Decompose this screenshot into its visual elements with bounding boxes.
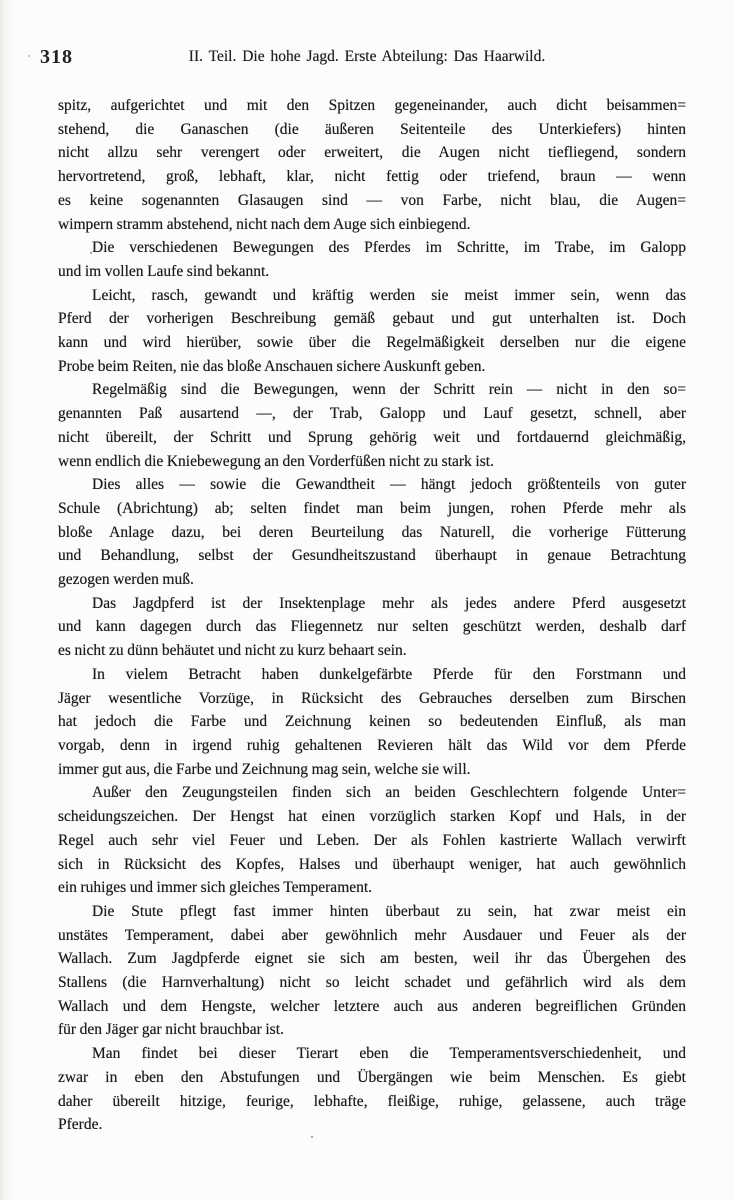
page-body-text — [58, 94, 686, 1137]
text-line: Das Jagdpferd ist der Insektenplage mehr als jedes andere Pferd ausgesetzt — [92, 594, 686, 612]
text-line: vorgab, denn in irgend ruhig gehaltenen Revieren hält das Wild vor dem Pferde — [58, 736, 686, 754]
text-line: stehend, die Ganaschen (die äußeren Seitenteile des Unterkiefers) hinten — [58, 120, 686, 138]
text-line: Regelmäßig sind die Bewegungen, wenn der Schritt rein — nicht in den so= — [92, 381, 686, 399]
text-line: genannten Paß ausartend —, der Trab, Galopp und Lauf gesetzt, schnell, aber — [58, 405, 686, 423]
text-line: Außer den Zeugungsteilen finden sich an beiden Geschlechtern folgende Unter= — [92, 784, 686, 802]
text-line: und im vollen Laufe sind bekannt. — [58, 262, 270, 280]
text-line: Man findet bei dieser Tierart eben die Temperamentsverschiedenheit, und — [92, 1045, 686, 1063]
text-line: sich in Rücksicht des Kopfes, Halses und überhaupt weniger, hat auch gewöhnlich — [58, 855, 686, 873]
text-line: immer gut aus, die Farbe und Zeichnung mag sein, welche sie will. — [58, 760, 471, 778]
running-header: II. Teil. Die hohe Jagd. Erste Abteilung: Das Haarwild. — [188, 48, 546, 65]
text-line: ein ruhiges und immer sich gleiches Temperament. — [58, 879, 373, 897]
text-line: Schule (Abrichtung) ab; selten findet man beim jungen, rohen Pferde mehr als — [58, 499, 686, 517]
text-line: Jäger wesentliche Vorzüge, in Rücksicht des Gebrauches derselben zum Birschen — [58, 689, 686, 707]
text-line: zwar in eben den Abstufungen und Übergängen wie beim Menschen. Es giebt — [58, 1068, 686, 1086]
text-line: Pferde. — [58, 1116, 103, 1134]
text-line: Leicht, rasch, gewandt und kräftig werden sie meist immer sein, wenn das — [92, 286, 686, 304]
text-line: Regel auch sehr viel Feuer und Leben. Der als Fohlen kastrierte Wallach verwirft — [58, 831, 686, 849]
text-line: Die verschiedenen Bewegungen des Pferdes im Schritte, im Trabe, im Galopp — [92, 239, 686, 257]
text-line: nicht allzu sehr verengert oder erweitert, die Augen nicht tiefliegend, sondern — [58, 144, 686, 162]
text-line: Pferd der vorherigen Beschreibung gemäß gebaut und gut unterhalten ist. Doch — [58, 310, 686, 328]
text-line: daher übereilt hitzige, feurige, lebhafte, fleißige, ruhige, gelassene, auch träge — [58, 1092, 686, 1110]
text-line: Probe beim Reiten, nie das bloße Anschauen sichere Auskunft geben. — [58, 357, 486, 375]
text-line: es nicht zu dünn behäutet und nicht zu kurz behaart sein. — [58, 642, 407, 660]
text-line: hat jedoch die Farbe und Zeichnung keinen so bedeutenden Einfluß, als man — [58, 713, 686, 731]
text-line: bloße Anlage dazu, bei deren Beurteilung das Naturell, die vorherige Fütterung — [58, 523, 686, 541]
text-line: und Behandlung, selbst der Gesundheitszustand überhaupt in genaue Betrachtung — [58, 547, 686, 565]
text-line: scheidungszeichen. Der Hengst hat einen vorzüglich starken Kopf und Hals, in der — [58, 808, 686, 826]
text-line: Wallach. Zum Jagdpferde eignet sie sich am besten, weil ihr das Übergehen des — [58, 950, 686, 968]
text-line: In vielem Betracht haben dunkelgefärbte Pferde für den Forstmann und — [92, 665, 686, 683]
text-line: nicht übereilt, der Schritt und Sprung gehörig weit und fortdauernd gleichmäßig, — [58, 428, 686, 446]
text-line: es keine sogenannten Glasaugen sind — von Farbe, nicht blau, die Augen= — [58, 191, 686, 209]
text-line: und kann dagegen durch das Fliegennetz nur selten geschützt werden, deshalb darf — [58, 618, 686, 636]
text-line: unstätes Temperament, dabei aber gewöhnlich mehr Ausdauer und Feuer als der — [58, 926, 686, 944]
text-line: spitz, aufgerichtet und mit den Spitzen gegeneinander, auch dicht beisammen= — [58, 97, 686, 114]
text-line: Stallens (die Harnverhaltung) nicht so leicht schadet und gefährlich wird als dem — [58, 974, 686, 992]
text-line: Die Stute pflegt fast immer hinten überbaut zu sein, hat zwar meist ein — [92, 902, 686, 920]
page-number: 318 — [40, 46, 73, 68]
text-line: für den Jäger gar nicht brauchbar ist. — [58, 1021, 284, 1039]
text-line: Wallach und dem Hengste, welcher letztere auch aus anderen begreiflichen Gründen — [58, 997, 686, 1015]
text-line: kann und wird hierüber, sowie über die Regelmäßigkeit derselben nur die eigene — [58, 334, 686, 352]
text-line: Dies alles — sowie die Gewandtheit — hängt jedoch größtenteils von guter — [92, 476, 686, 494]
text-line: gezogen werden muß. — [58, 571, 194, 589]
text-line: wimpern stramm abstehend, nicht nach dem Auge sich einbiegend. — [58, 215, 471, 233]
text-line: hervortretend, groß, lebhaft, klar, nicht fettig oder triefend, braun — wenn — [58, 168, 686, 186]
text-line: wenn endlich die Kniebewegung an den Vorderfüßen nicht zu stark ist. — [58, 452, 494, 470]
